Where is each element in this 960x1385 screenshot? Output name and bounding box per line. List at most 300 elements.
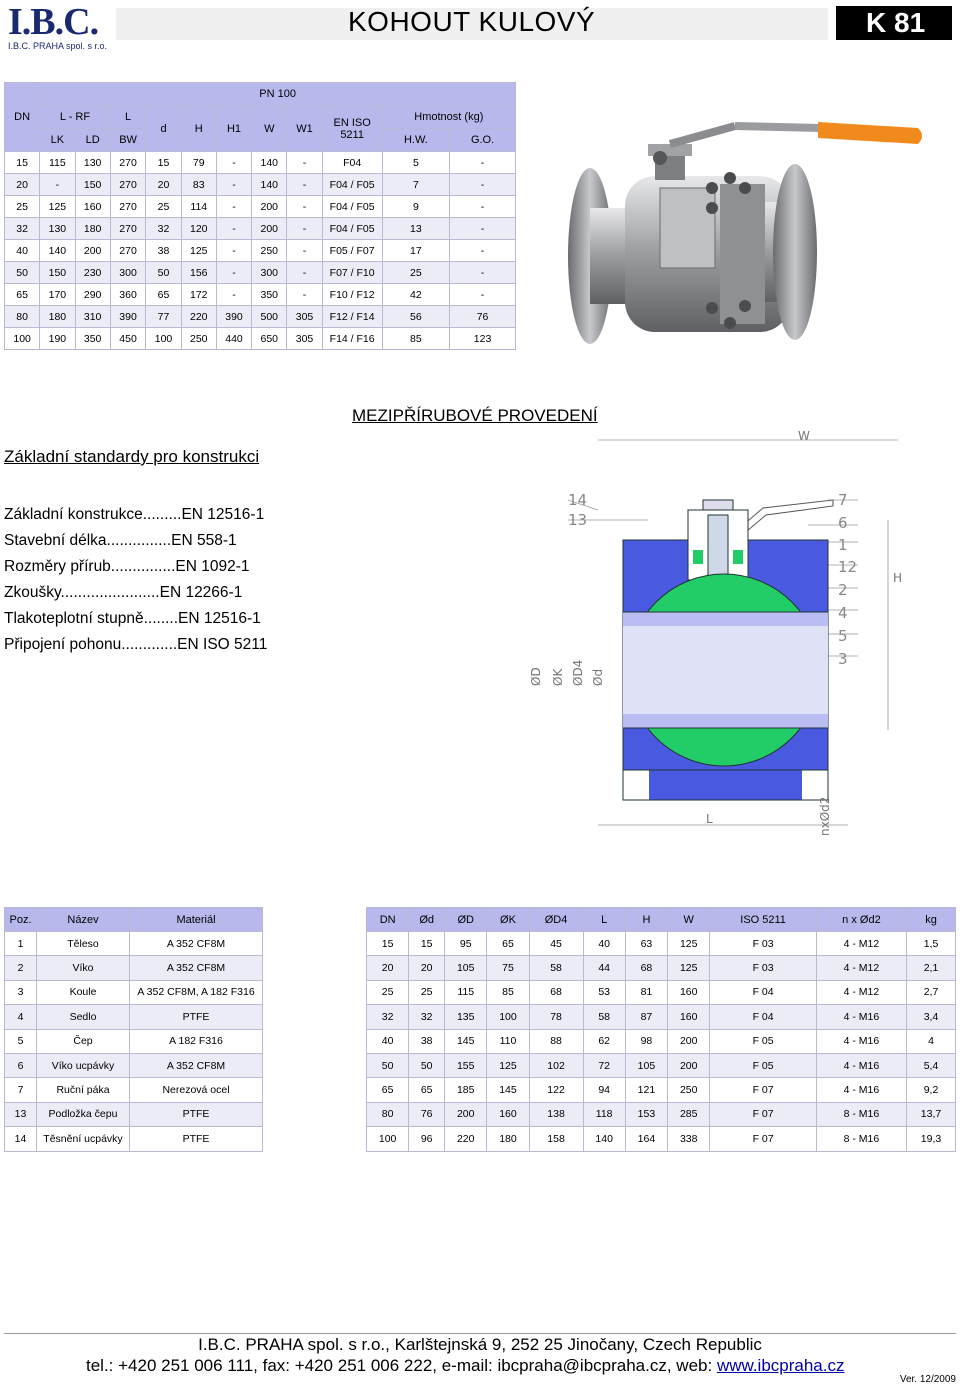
table-cell: 4	[5, 1005, 37, 1029]
table-cell: 270	[110, 240, 146, 262]
dim-h-label: H	[893, 571, 903, 585]
table-cell: F04 / F05	[322, 218, 382, 240]
callout-1: 1	[838, 536, 848, 554]
table-cell: 164	[625, 1127, 667, 1151]
table-cell: 72	[583, 1053, 625, 1077]
col-nazev: Název	[37, 908, 130, 932]
table-cell: -	[450, 284, 516, 306]
table-cell: PTFE	[130, 1102, 263, 1126]
col-hw: H.W.	[382, 129, 449, 152]
callout-13: 13	[568, 511, 588, 529]
column-header: W	[668, 908, 710, 932]
table-cell: 4	[907, 1029, 956, 1053]
table-cell: 50	[367, 1053, 409, 1077]
table-cell: 5	[382, 152, 449, 174]
table-cell: F07 / F10	[322, 262, 382, 284]
table-cell: 25	[367, 980, 409, 1004]
table-cell: 350	[252, 284, 287, 306]
table-cell: 4 - M16	[816, 1078, 906, 1102]
table-cell: -	[216, 284, 251, 306]
table-cell: 4 - M16	[816, 1029, 906, 1053]
table-cell: 42	[382, 284, 449, 306]
table-cell: 95	[445, 932, 487, 956]
col-bw: BW	[110, 129, 146, 152]
table-cell: 5,4	[907, 1053, 956, 1077]
table-cell: 220	[181, 306, 216, 328]
col-lk: LK	[40, 129, 75, 152]
table-cell: 45	[529, 932, 583, 956]
table-cell: F 07	[710, 1127, 816, 1151]
table-cell: 100	[5, 328, 40, 350]
table-row	[5, 174, 516, 196]
table-cell: 155	[445, 1053, 487, 1077]
table-row	[5, 956, 263, 980]
table-row	[367, 956, 956, 980]
table-cell: 160	[487, 1102, 529, 1126]
table-cell: 118	[583, 1102, 625, 1126]
table-cell: 2,7	[907, 980, 956, 1004]
callout-3: 3	[838, 650, 848, 668]
table-cell: -	[287, 284, 322, 306]
table-cell: Nerezová ocel	[130, 1078, 263, 1102]
table-cell: 40	[5, 240, 40, 262]
table-cell: 68	[529, 980, 583, 1004]
table-cell: 130	[40, 218, 75, 240]
logo-mark: I.B.C.	[8, 1, 99, 43]
parts-table	[4, 907, 263, 1152]
table-cell: 68	[625, 956, 667, 980]
table-row	[5, 328, 516, 350]
table-cell: 390	[110, 306, 146, 328]
technical-drawing	[528, 430, 938, 840]
table-cell: -	[450, 240, 516, 262]
table-cell: 200	[668, 1029, 710, 1053]
table-cell: 14	[5, 1127, 37, 1151]
standard-item: Zkoušky.......................EN 12266-1	[4, 584, 243, 601]
table-cell: 20	[367, 956, 409, 980]
table-cell: 40	[367, 1029, 409, 1053]
col-dn: DN	[5, 83, 40, 152]
table-cell: 270	[110, 218, 146, 240]
table-cell: 270	[110, 152, 146, 174]
table-cell: Podložka čepu	[37, 1102, 130, 1126]
table-row	[5, 306, 516, 328]
table-cell: A 352 CF8M	[130, 956, 263, 980]
standard-item: Tlakoteplotní stupně........EN 12516-1	[4, 610, 261, 627]
table-row	[5, 1102, 263, 1126]
dim-w-label: W	[798, 430, 810, 443]
table-cell: 180	[40, 306, 75, 328]
column-header: ØK	[487, 908, 529, 932]
table-cell: 13	[382, 218, 449, 240]
table-row	[5, 262, 516, 284]
table-row	[5, 1127, 263, 1151]
table-cell: 94	[583, 1078, 625, 1102]
table-cell: 270	[110, 196, 146, 218]
table-cell: 125	[668, 932, 710, 956]
table-cell: 80	[367, 1102, 409, 1126]
table-cell: F 07	[710, 1078, 816, 1102]
table-cell: 79	[181, 152, 216, 174]
table-cell: F 05	[710, 1029, 816, 1053]
table-cell: 62	[583, 1029, 625, 1053]
table-cell: 220	[445, 1127, 487, 1151]
table-cell: F14 / F16	[322, 328, 382, 350]
col-h: H	[181, 106, 216, 152]
table-cell: F 03	[710, 956, 816, 980]
table-cell: 38	[146, 240, 181, 262]
table-cell: Těsnění ucpávky	[37, 1127, 130, 1151]
dim-od4-label: ØD4	[571, 659, 585, 686]
table-cell: 4 - M16	[816, 1005, 906, 1029]
table-cell: 32	[367, 1005, 409, 1029]
table-row	[5, 980, 263, 1004]
column-header: H	[625, 908, 667, 932]
table-cell: 87	[625, 1005, 667, 1029]
table-cell: 500	[252, 306, 287, 328]
table-cell: -	[216, 218, 251, 240]
table-cell: -	[287, 196, 322, 218]
product-code: K 81	[836, 6, 952, 40]
table-cell: F 04	[710, 1005, 816, 1029]
table-cell: -	[287, 240, 322, 262]
standards-heading: Základní standardy pro konstrukci	[4, 447, 260, 466]
table-cell: -	[287, 174, 322, 196]
table-cell: 25	[146, 196, 181, 218]
table-cell: 4 - M12	[816, 956, 906, 980]
table-cell: 13	[5, 1102, 37, 1126]
col-mass: Hmotnost (kg)	[382, 106, 515, 129]
table-cell: 81	[625, 980, 667, 1004]
table-row	[5, 1078, 263, 1102]
col-w1: W1	[287, 106, 322, 152]
callout-7: 7	[838, 491, 848, 509]
table-cell: 76	[409, 1102, 445, 1126]
table-cell: 20	[5, 174, 40, 196]
table-row	[5, 1005, 263, 1029]
table-cell: 172	[181, 284, 216, 306]
standard-item: Rozměry přírub...............EN 1092-1	[4, 558, 250, 575]
column-header: L	[583, 908, 625, 932]
table-cell: 58	[529, 956, 583, 980]
table-cell: 200	[252, 218, 287, 240]
footer-divider	[4, 1333, 956, 1334]
table-cell: 15	[367, 932, 409, 956]
table-cell: 5	[5, 1029, 37, 1053]
table-cell: 65	[409, 1078, 445, 1102]
table-cell: 125	[40, 196, 75, 218]
table-cell: 65	[487, 932, 529, 956]
table-cell: F10 / F12	[322, 284, 382, 306]
company-logo	[8, 1, 108, 51]
table-row	[5, 196, 516, 218]
table-cell: F12 / F14	[322, 306, 382, 328]
table-cell: 4 - M12	[816, 932, 906, 956]
table-cell: 105	[445, 956, 487, 980]
table-cell: 53	[583, 980, 625, 1004]
table-cell: 200	[252, 196, 287, 218]
table-row	[367, 1078, 956, 1102]
table-cell: A 352 CF8M	[130, 1053, 263, 1077]
table-row	[5, 932, 263, 956]
table-cell: -	[287, 152, 322, 174]
table-cell: 20	[146, 174, 181, 196]
table-row	[367, 1102, 956, 1126]
table-cell: 300	[110, 262, 146, 284]
table-cell: 350	[75, 328, 110, 350]
column-header: Ød	[409, 908, 445, 932]
table-cell: 63	[625, 932, 667, 956]
table-cell: 250	[252, 240, 287, 262]
table-cell: 338	[668, 1127, 710, 1151]
table-cell: A 352 CF8M, A 182 F316	[130, 980, 263, 1004]
table-cell: -	[216, 240, 251, 262]
table-cell: 20	[409, 956, 445, 980]
table-cell: 102	[529, 1053, 583, 1077]
table-cell: 100	[487, 1005, 529, 1029]
table-cell: 121	[625, 1078, 667, 1102]
standard-item: Připojení pohonu.............EN ISO 5211	[4, 636, 268, 653]
table-cell: -	[450, 152, 516, 174]
callout-2: 2	[838, 581, 848, 599]
table-cell: 285	[668, 1102, 710, 1126]
table-cell: Těleso	[37, 932, 130, 956]
table-cell: 190	[40, 328, 75, 350]
table-cell: Čep	[37, 1029, 130, 1053]
table-cell: 8 - M16	[816, 1102, 906, 1126]
table-cell: 3	[5, 980, 37, 1004]
table-cell: 310	[75, 306, 110, 328]
table-cell: 145	[487, 1078, 529, 1102]
table-cell: 75	[487, 956, 529, 980]
table-cell: 305	[287, 328, 322, 350]
valve-photo	[560, 118, 940, 348]
dimensions-header-row	[367, 908, 956, 932]
column-header: ØD4	[529, 908, 583, 932]
page-title: KOHOUT KULOVÝ	[348, 6, 596, 37]
table-cell: -	[450, 262, 516, 284]
table-cell: 25	[382, 262, 449, 284]
col-lrf: L - RF	[40, 106, 111, 129]
standard-item: Stavební délka...............EN 558-1	[4, 532, 237, 549]
table-cell: 1,5	[907, 932, 956, 956]
dimensions-table-body	[367, 932, 956, 1152]
table-cell: 25	[409, 980, 445, 1004]
table-cell: 4 - M12	[816, 980, 906, 1004]
table-cell: 2	[5, 956, 37, 980]
dim-od-label: ØD	[529, 667, 543, 686]
table-cell: F04 / F05	[322, 196, 382, 218]
table-cell: 83	[181, 174, 216, 196]
table-cell: 270	[110, 174, 146, 196]
table-cell: 140	[252, 174, 287, 196]
table-cell: A 352 CF8M	[130, 932, 263, 956]
version-label: Ver. 12/2009	[899, 1374, 956, 1385]
table-cell: 65	[146, 284, 181, 306]
spec-table	[4, 82, 516, 350]
table-cell: 138	[529, 1102, 583, 1126]
table-row	[5, 152, 516, 174]
table-cell: 40	[583, 932, 625, 956]
table-cell: 156	[181, 262, 216, 284]
table-cell: 100	[146, 328, 181, 350]
table-cell: 160	[668, 1005, 710, 1029]
table-row	[367, 1029, 956, 1053]
table-cell: F04	[322, 152, 382, 174]
table-cell: PTFE	[130, 1127, 263, 1151]
table-cell: 180	[75, 218, 110, 240]
table-cell: 390	[216, 306, 251, 328]
standards-list	[4, 502, 267, 658]
table-cell: Sedlo	[37, 1005, 130, 1029]
table-cell: 140	[583, 1127, 625, 1151]
table-cell: 1	[5, 932, 37, 956]
table-cell: 125	[487, 1053, 529, 1077]
website-link[interactable]: www.ibcpraha.cz	[716, 1356, 845, 1375]
table-cell: 170	[40, 284, 75, 306]
table-cell: -	[287, 218, 322, 240]
col-go: G.O.	[450, 129, 516, 152]
dim-l-label: L	[706, 812, 713, 826]
parts-table-body	[5, 932, 263, 1152]
table-cell: 15	[409, 932, 445, 956]
table-cell: -	[40, 174, 75, 196]
table-cell: 38	[409, 1029, 445, 1053]
table-cell: 32	[146, 218, 181, 240]
col-ld: LD	[75, 129, 110, 152]
table-cell: 15	[5, 152, 40, 174]
table-cell: -	[216, 174, 251, 196]
table-row	[5, 1029, 263, 1053]
table-cell: 122	[529, 1078, 583, 1102]
table-cell: 150	[40, 262, 75, 284]
table-cell: -	[450, 196, 516, 218]
table-cell: F04 / F05	[322, 174, 382, 196]
col-material: Materiál	[130, 908, 263, 932]
table-cell: 98	[625, 1029, 667, 1053]
table-cell: -	[287, 262, 322, 284]
table-cell: 15	[146, 152, 181, 174]
table-cell: 100	[367, 1127, 409, 1151]
table-cell: 160	[668, 980, 710, 1004]
col-w: W	[252, 106, 287, 152]
table-cell: 9,2	[907, 1078, 956, 1102]
spec-table-body	[5, 152, 516, 350]
table-cell: 200	[445, 1102, 487, 1126]
table-row	[367, 980, 956, 1004]
column-header: DN	[367, 908, 409, 932]
table-row	[367, 1127, 956, 1151]
table-cell: 158	[529, 1127, 583, 1151]
callout-14: 14	[568, 491, 588, 509]
dimensions-table	[366, 907, 956, 1152]
table-cell: 250	[668, 1078, 710, 1102]
table-cell: 140	[252, 152, 287, 174]
table-cell: 230	[75, 262, 110, 284]
table-cell: F 04	[710, 980, 816, 1004]
table-cell: 180	[487, 1127, 529, 1151]
table-cell: 85	[487, 980, 529, 1004]
table-cell: 115	[445, 980, 487, 1004]
dim-ok-label: ØK	[551, 668, 565, 686]
col-l: L	[110, 106, 146, 129]
pn-header: PN 100	[40, 83, 516, 106]
table-cell: 32	[5, 218, 40, 240]
table-cell: 19,3	[907, 1127, 956, 1151]
col-h1: H1	[216, 106, 251, 152]
table-cell: 360	[110, 284, 146, 306]
table-cell: 120	[181, 218, 216, 240]
callout-4: 4	[838, 604, 848, 622]
table-cell: 6	[5, 1053, 37, 1077]
table-row	[367, 1005, 956, 1029]
table-cell: 80	[5, 306, 40, 328]
table-cell: 58	[583, 1005, 625, 1029]
table-row	[5, 240, 516, 262]
table-cell: 77	[146, 306, 181, 328]
table-cell: 125	[668, 956, 710, 980]
table-cell: Víko ucpávky	[37, 1053, 130, 1077]
table-cell: 290	[75, 284, 110, 306]
table-cell: 300	[252, 262, 287, 284]
table-cell: A 182 F316	[130, 1029, 263, 1053]
column-header: kg	[907, 908, 956, 932]
col-d: d	[146, 106, 181, 152]
table-cell: F 07	[710, 1102, 816, 1126]
table-cell: 85	[382, 328, 449, 350]
table-cell: 9	[382, 196, 449, 218]
table-cell: 50	[409, 1053, 445, 1077]
table-cell: -	[216, 262, 251, 284]
table-cell: 153	[625, 1102, 667, 1126]
table-cell: 440	[216, 328, 251, 350]
callout-6: 6	[838, 514, 848, 532]
col-iso: EN ISO 5211	[322, 106, 382, 152]
column-header: ISO 5211	[710, 908, 816, 932]
standard-item: Základní konstrukce.........EN 12516-1	[4, 506, 265, 523]
table-cell: 650	[252, 328, 287, 350]
col-poz: Poz.	[5, 908, 37, 932]
table-cell: 13,7	[907, 1102, 956, 1126]
column-header: ØD	[445, 908, 487, 932]
table-cell: F 05	[710, 1053, 816, 1077]
table-cell: 114	[181, 196, 216, 218]
table-row	[367, 1053, 956, 1077]
footer-contact-text: tel.: +420 251 006 111, fax: +420 251 006 222, e-mail: ibcpraha@ibcpraha.cz, web:	[86, 1356, 717, 1375]
table-cell: 65	[5, 284, 40, 306]
table-row	[367, 932, 956, 956]
table-cell: 7	[5, 1078, 37, 1102]
table-cell: 8 - M16	[816, 1127, 906, 1151]
table-cell: PTFE	[130, 1005, 263, 1029]
table-cell: -	[216, 196, 251, 218]
table-cell: 50	[146, 262, 181, 284]
table-cell: 250	[181, 328, 216, 350]
table-cell: 105	[625, 1053, 667, 1077]
table-cell: 76	[450, 306, 516, 328]
table-cell: 450	[110, 328, 146, 350]
table-row	[5, 218, 516, 240]
table-cell: 56	[382, 306, 449, 328]
table-cell: Koule	[37, 980, 130, 1004]
callout-5: 5	[838, 627, 848, 645]
table-cell: 2,1	[907, 956, 956, 980]
table-cell: 96	[409, 1127, 445, 1151]
table-row	[5, 284, 516, 306]
table-cell: Ruční páka	[37, 1078, 130, 1102]
table-cell: Víko	[37, 956, 130, 980]
table-cell: 65	[367, 1078, 409, 1102]
